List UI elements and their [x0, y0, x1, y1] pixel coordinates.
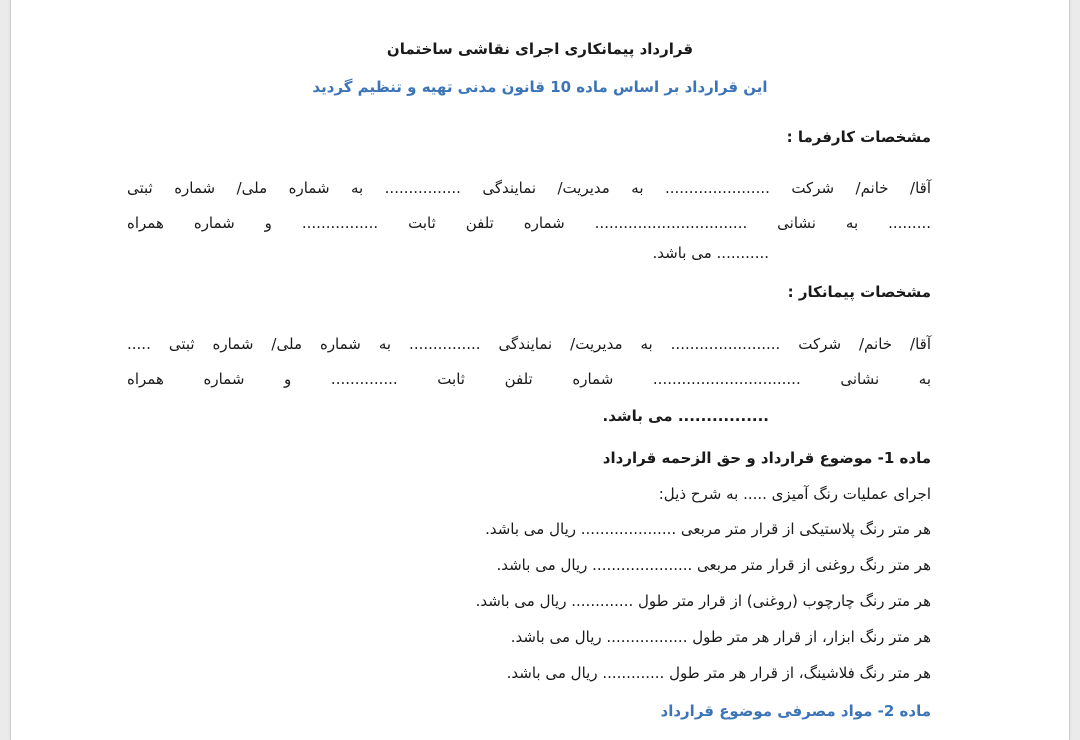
- contractor-line-1: آقا/ خانم/ شرکت ....................... به مدیریت/ نمایندگی ............... به شماره ملی/ شماره ثبتی .....: [127, 335, 931, 353]
- employer-heading: مشخصات کارفرما :: [786, 128, 931, 146]
- document-page: [10, 0, 1070, 740]
- document-subtitle: این قرارداد بر اساس ماده 10 قانون مدنی تهیه و تنظیم گردید: [312, 78, 768, 96]
- article-1-item: هر متر رنگ فلاشینگ، از قرار هر متر طول ............. ریال می باشد.: [506, 664, 931, 682]
- article-1-item: هر متر رنگ ابزار، از قرار هر متر طول ................. ریال می باشد.: [510, 628, 931, 646]
- employer-line-2: ......... به نشانی ................................ شماره تلفن ثابت ................ و شماره همراه: [127, 214, 931, 232]
- article-2-heading: ماده 2- مواد مصرفی موضوع قرارداد: [660, 702, 931, 720]
- employer-line-1: آقا/ خانم/ شرکت ...................... به مدیریت/ نمایندگی ................ به شماره ملی/ شماره ثبتی: [127, 179, 931, 197]
- article-1-heading: ماده 1- موضوع قرارداد و حق الزحمه قرارداد: [602, 449, 931, 467]
- employer-line-3: ........... می باشد.: [652, 244, 769, 262]
- article-1-intro: اجرای عملیات رنگ آمیزی ..... به شرح ذیل:: [658, 485, 931, 503]
- article-1-item: هر متر رنگ پلاستیکی از قرار متر مربعی .................... ریال می باشد.: [485, 520, 931, 538]
- document-title: قرارداد پیمانکاری اجرای نقاشی ساختمان: [386, 40, 694, 58]
- article-1-item: هر متر رنگ روغنی از قرار متر مربعی ..................... ریال می باشد.: [496, 556, 931, 574]
- contractor-heading: مشخصات پیمانکار :: [787, 283, 931, 301]
- article-1-item: هر متر رنگ چارچوب (روغنی) از قرار متر طول ............. ریال می باشد.: [475, 592, 931, 610]
- contractor-line-3: ................ می باشد.: [602, 407, 769, 425]
- contractor-line-2: به نشانی ............................... شماره تلفن ثابت .............. و شماره همراه: [127, 370, 931, 388]
